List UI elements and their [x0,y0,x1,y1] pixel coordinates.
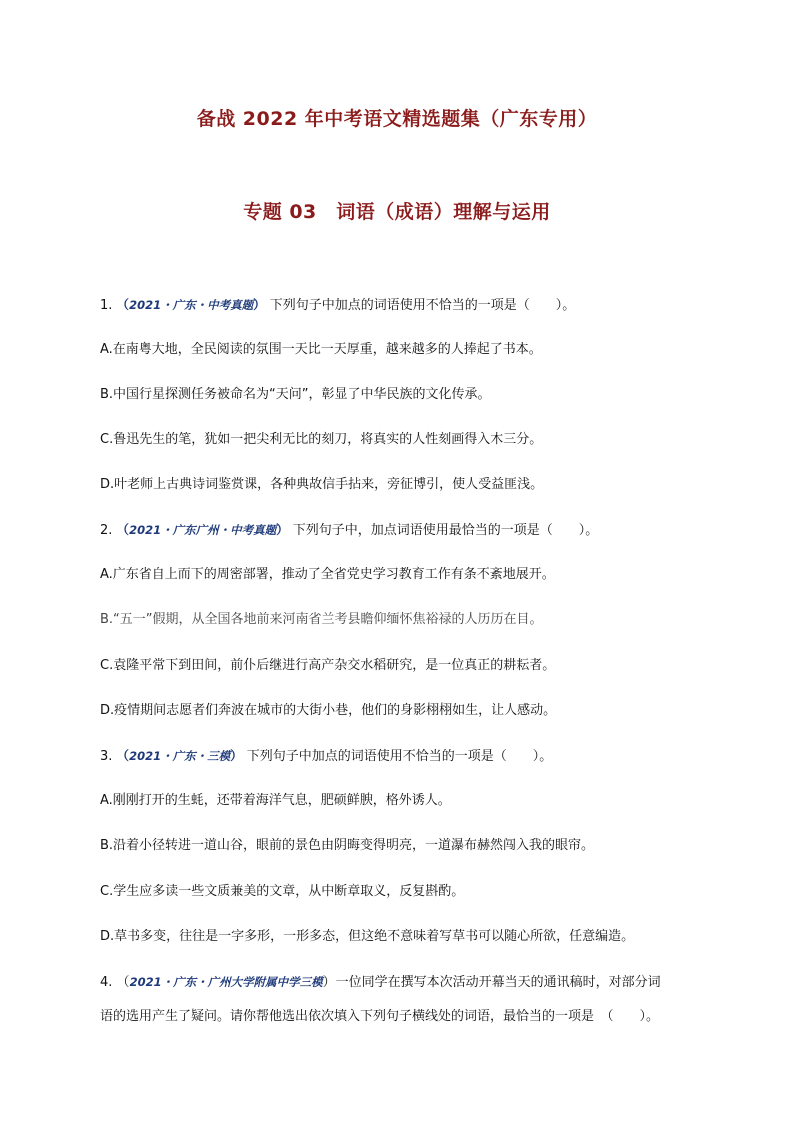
question-source: 2021・广东・三模 [129,749,231,763]
question-source: 2021・广东・广州大学附属中学三模 [129,975,323,989]
question-stem: 下列句子中加点的词语使用不恰当的一项是（ ）。 [269,298,576,313]
question-number: 2. [100,523,113,538]
option-c: C.学生应多读一些文质兼美的文章，从中断章取义，反复斟酌。 [100,884,465,899]
source-open-paren: （ [116,975,130,990]
source-close-paren: ） [322,975,336,990]
option-b: B.沿着小径转进一道山谷，眼前的景色由阴晦变得明亮，一道瀑布赫然闯入我的眼帘。 [100,838,595,853]
question-number: 4. [100,975,113,990]
option-a: A.广东省自上而下的周密部署，推动了全省党史学习教育工作有条不紊地展开。 [100,567,555,582]
question-4-header [100,965,720,1000]
option-d: D.草书多变，往往是一字多形，一形多态，但这绝不意味着写草书可以随心所欲，任意编造。 [100,929,635,944]
option-d: D.叶老师上古典诗词鉴赏课，各种典故信手拈来，旁征博引，使人受益匪浅。 [100,477,544,492]
source-open-paren: （ [116,522,130,537]
question-source: 2021・广东广州・中考真题 [129,523,277,537]
option-a: A.在南粤大地，全民阅读的氛围一天比一天厚重，越来越多的人捧起了书本。 [100,342,542,357]
document-subtitle: 专题 03 词语（成语）理解与运用 [243,201,551,223]
question-1-header [100,294,575,317]
source-close-paren: ） [276,522,289,537]
source-close-paren: ） [253,297,266,312]
question-3-header [100,745,552,768]
source-open-paren: （ [116,297,130,312]
question-stem-line2: 语的选用产生了疑问。请你帮他选出依次填入下列句子横线处的词语，最恰当的一项是 （ ）。 [100,1009,660,1024]
question-number: 1. [100,298,113,313]
question-stem: 下列句子中，加点词语使用最恰当的一项是（ ）。 [292,523,599,538]
source-close-paren: ） [230,748,243,763]
question-2-header [100,519,598,542]
question-number: 3. [100,749,113,764]
question-source: 2021・广东・中考真题 [129,298,254,312]
question-stem-line1: 一位同学在撰写本次活动开幕当天的通讯稿时，对部分词 [335,975,661,990]
source-open-paren: （ [116,748,130,763]
document-title: 备战 2022 年中考语文精选题集（广东专用） [196,108,598,130]
option-d: D.疫情期间志愿者们奔波在城市的大街小巷，他们的身影栩栩如生，让人感动。 [100,703,557,718]
option-c: C.鲁迅先生的笔，犹如一把尖利无比的刻刀，将真实的人性刻画得入木三分。 [100,432,543,447]
question-stem: 下列句子中加点的词语使用不恰当的一项是（ ）。 [246,749,553,764]
option-c: C.袁隆平常下到田间，前仆后继进行高产杂交水稻研究，是一位真正的耕耘者。 [100,658,556,673]
option-b: B.中国行星探测任务被命名为“天问”，彰显了中华民族的文化传承。 [100,387,491,402]
option-b: B.“五一”假期，从全国各地前来河南省兰考县瞻仰缅怀焦裕禄的人历历在目。 [100,612,543,627]
option-a: A.刚刚打开的生蚝，还带着海洋气息，肥硕鲜腴，格外诱人。 [100,793,451,808]
question-4-block [100,965,720,1034]
